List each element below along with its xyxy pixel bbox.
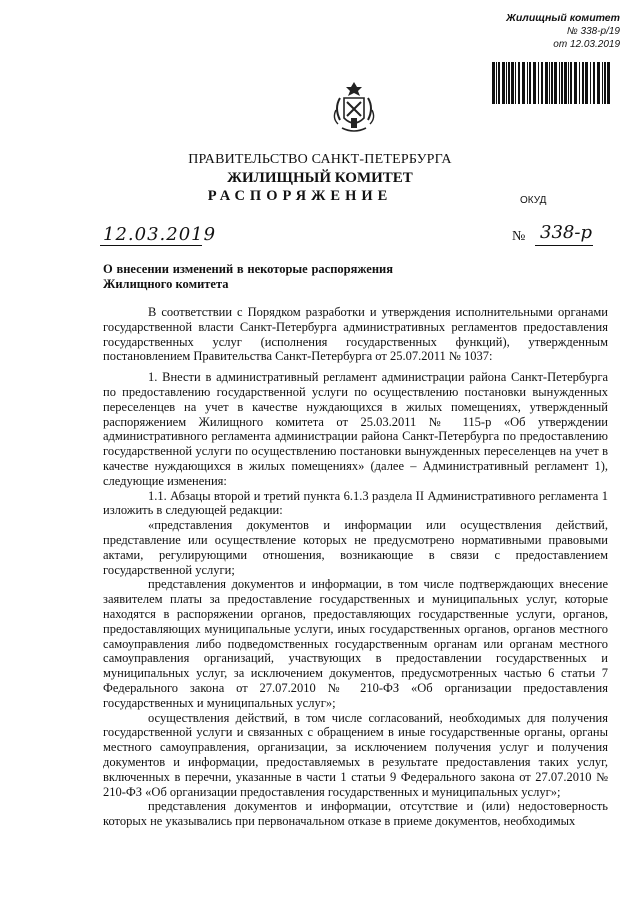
paragraph: В соответствии с Порядком разработки и утверждения исполнительными органами государственной власти Санкт-Петербурга административных регламентов предоставления государственных услуг (исполнения государственных функций), утвержденным постановлением Правительства Санкт-Петербурга от 25.07.2011 № 1037: (103, 305, 608, 364)
document-date: 12.03.2019 (103, 224, 217, 245)
number-sign: № (512, 229, 526, 244)
document-subject: О внесении изменений в некоторые распоряжения Жилищного комитета (103, 262, 393, 291)
paragraph: 1. Внести в административный регламент администрации района Санкт-Петербурга по предоставлению государственной услуги по осуществлению постановки вынужденных переселенцев на учет в качестве нуждающихся в жилых помещениях, утвержденный распоряжением Жилищного комитета от 25.03.2011 № 115-р «Об утверждении административного регламента администрации района Санкт-Петербурга по предоставлению государственной услуги по осуществлению постановки вынужденных переселенцев на учет в качестве нуждающихся в жилых помещениях» (далее – Административный регламент 1), следующие изменения: (103, 370, 608, 488)
paragraph: представления документов и информации, в том числе подтверждающих внесение заявителем платы за предоставление государственных и муниципальных услуг, которые находятся в распоряжении органов, предоставляющих государственные услуги, органов, предоставляющих муниципальные услуги, иных государственных органов, органов местного самоуправления либо подведомственных государственным органам или органам местного самоуправления организаций, участвующих в предоставлении государственных и муниципальных услуг, за исключением документов, предусмотренных частью 6 статьи 7 Федерального закона от 27.07.2010 № 210-ФЗ «Об организации предоставления государственных и муниципальных услуг»; (103, 577, 608, 710)
barcode (490, 62, 614, 104)
committee-name: ЖИЛИЩНЫЙ КОМИТЕТ (227, 170, 413, 186)
document-type: РАСПОРЯЖЕНИЕ (207, 188, 393, 204)
coat-of-arms-emblem (330, 80, 378, 138)
stamp-date: от 12.03.2019 (553, 39, 620, 50)
paragraph: «представления документов и информации или осуществления действий, представление или осуществление которых не предусмотрено нормативными правовыми актами, регулирующими отношения, возникающие в связи с предоставлением государственной услуги; (103, 518, 608, 577)
paragraph: представления документов и информации, отсутствие и (или) недостоверность которых не указывались при первоначальном отказе в приеме документов, необходимых (103, 799, 608, 829)
date-underline (100, 245, 202, 246)
government-name: ПРАВИТЕЛЬСТВО САНКТ-ПЕТЕРБУРГА (188, 152, 452, 167)
number-underline (535, 245, 593, 246)
stamp-title: Жилищный комитет (506, 12, 620, 24)
okud-label: ОКУД (520, 195, 547, 206)
document-body (103, 305, 608, 829)
document-number: 338-р (540, 222, 592, 243)
registration-stamp (470, 12, 620, 51)
paragraph: 1.1. Абзацы второй и третий пункта 6.1.3 раздела II Административного регламента 1 изложить в следующей редакции: (103, 488, 608, 518)
stamp-number: № 338-р/19 (566, 26, 620, 37)
paragraph: осуществления действий, в том числе согласований, необходимых для получения государственной услуги и связанных с обращением в иные государственные органы, органы местного самоуправления, организации, за исключением получения услуг и получения документов и информации, предоставляемых в результате предоставления таких услуг, включенных в перечни, указанные в части 1 статьи 9 Федерального закона от 27.07.2010 № 210-ФЗ «Об организации предоставления государственных и муниципальных услуг»; (103, 710, 608, 799)
